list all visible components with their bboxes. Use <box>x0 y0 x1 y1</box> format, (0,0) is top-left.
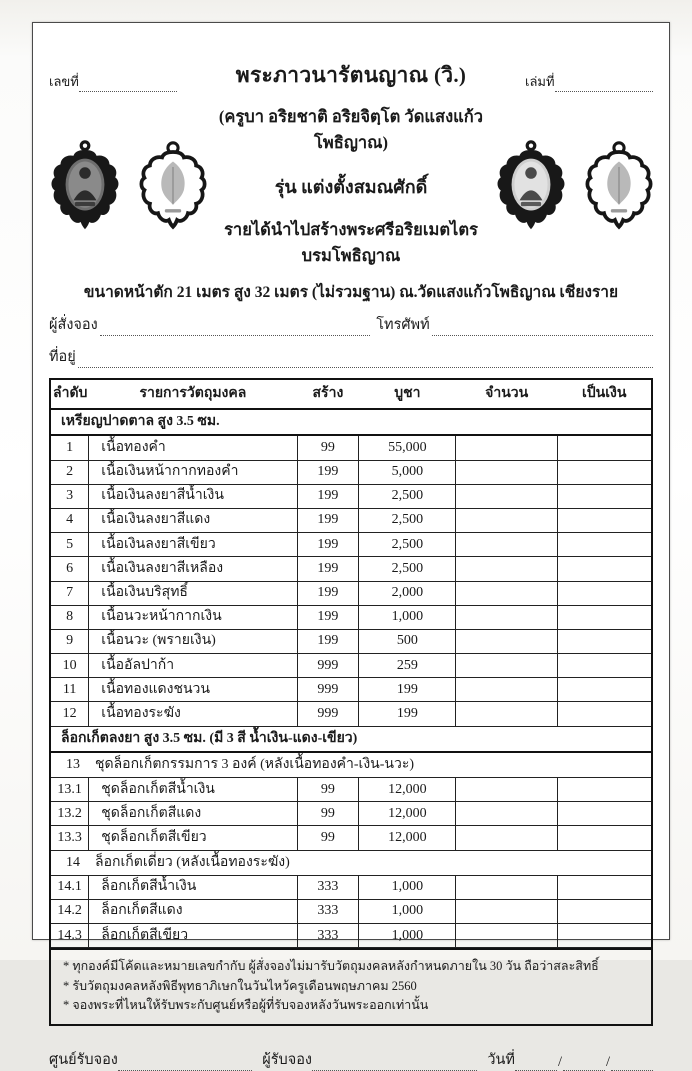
group-row <box>51 850 651 875</box>
amount-cell <box>557 702 651 726</box>
header-middle <box>49 96 653 269</box>
price-value: 5,000 <box>359 460 456 484</box>
made-qty: 333 <box>297 875 359 899</box>
price-value: 500 <box>359 629 456 653</box>
price-value: 1,000 <box>359 924 456 948</box>
page-title: พระภาวนารัตนญาณ (วิ.) <box>235 63 467 87</box>
row-no: 11 <box>51 678 89 702</box>
price-value: 2,000 <box>359 581 456 605</box>
table-row <box>51 605 651 629</box>
price-value: 1,000 <box>359 899 456 923</box>
price-value: 2,500 <box>359 508 456 532</box>
row-no: 13.3 <box>51 826 89 850</box>
row-no: 5 <box>51 533 89 557</box>
amulet-front-monk-icon <box>49 138 121 234</box>
qty-cell <box>456 802 557 826</box>
amount-cell <box>557 557 651 581</box>
col-header-amount: เป็นเงิน <box>557 380 651 409</box>
made-qty: 199 <box>297 557 359 581</box>
amount-cell <box>557 654 651 678</box>
qty-cell <box>456 508 557 532</box>
group-title: ล็อกเก็ตเดี่ยว (หลังเนื้อทองระฆัง) <box>95 854 290 870</box>
section-title: เหรียญปาดตาล สูง 3.5 ซม. <box>51 409 651 435</box>
table-row <box>51 460 651 484</box>
doc-number-field <box>49 71 177 92</box>
item-name: เนื้อนวะ (พรายเงิน) <box>89 629 297 653</box>
book-number-field <box>525 71 653 92</box>
qty-cell <box>456 557 557 581</box>
qty-cell <box>456 629 557 653</box>
row-no: 4 <box>51 508 89 532</box>
amount-cell <box>557 484 651 508</box>
address-label: ที่อยู่ <box>49 349 76 365</box>
date-separator: / <box>557 1054 562 1071</box>
table-header-row <box>51 380 651 409</box>
qty-cell <box>456 899 557 923</box>
qty-cell <box>456 581 557 605</box>
amount-cell <box>557 605 651 629</box>
group-row <box>51 752 651 778</box>
price-value: 1,000 <box>359 875 456 899</box>
section-header-row <box>51 726 651 752</box>
price-value: 259 <box>359 654 456 678</box>
amount-cell <box>557 778 651 802</box>
table-row <box>51 702 651 726</box>
order-form-page <box>32 22 670 1071</box>
amount-cell <box>557 802 651 826</box>
date-day-blank <box>515 1056 557 1071</box>
qty-cell <box>456 460 557 484</box>
table-row <box>51 802 651 826</box>
date-year-blank <box>611 1056 653 1071</box>
qty-cell <box>456 654 557 678</box>
amount-cell <box>557 899 651 923</box>
item-name: เนื้อเงินหน้ากากทองคำ <box>89 460 297 484</box>
made-qty: 199 <box>297 605 359 629</box>
made-qty: 199 <box>297 533 359 557</box>
buddha-dimensions-line: ขนาดหน้าตัก 21 เมตร สูง 32 เมตร (ไม่รวมฐาน) ณ.วัดแสงแก้วโพธิญาณ เชียงราย <box>83 284 619 301</box>
footnote: * ทุกองค์มีโค้ดและหมายเลขกำกับ ผู้สั่งจองไม่มารับวัตถุมงคลหลังกำหนดภายใน 30 วัน ถือว่าสละสิทธิ์ <box>63 959 599 974</box>
item-name: ล็อกเก็ตสีเขียว <box>89 924 297 948</box>
item-name: ล็อกเก็ตสีแดง <box>89 899 297 923</box>
receiver-blank <box>312 1056 477 1071</box>
amulet-pair-right <box>495 96 653 269</box>
header-titles <box>207 96 495 269</box>
amount-cell <box>557 533 651 557</box>
made-qty: 99 <box>297 826 359 850</box>
footnote: * จองพระที่ไหนให้รับพระกับศูนย์หรือผู้ที่รับจองหลังวันพระออกเท่านั้น <box>63 998 429 1013</box>
amulet-front-monk-icon <box>495 138 567 234</box>
reservation-center-blank <box>118 1056 252 1071</box>
row-no: 6 <box>51 557 89 581</box>
amount-cell <box>557 875 651 899</box>
made-qty: 333 <box>297 899 359 923</box>
reservation-center-label: ศูนย์รับจอง <box>49 1052 118 1069</box>
section-header-row <box>51 409 651 435</box>
orderer-blank <box>100 321 371 336</box>
qty-cell <box>456 678 557 702</box>
table-row <box>51 778 651 802</box>
made-qty: 199 <box>297 629 359 653</box>
amount-cell <box>557 924 651 948</box>
date-label: วันที่ <box>487 1052 515 1069</box>
qty-cell <box>456 826 557 850</box>
table-row <box>51 924 651 948</box>
date-month-blank <box>563 1056 605 1071</box>
date-separator: / <box>605 1054 610 1071</box>
orderer-phone-row <box>49 313 653 336</box>
made-qty: 99 <box>297 778 359 802</box>
phone-label: โทรศัพท์ <box>376 317 430 333</box>
qty-cell <box>456 875 557 899</box>
price-value: 199 <box>359 702 456 726</box>
table-row <box>51 435 651 460</box>
made-qty: 199 <box>297 484 359 508</box>
item-name: เนื้อทองแดงชนวน <box>89 678 297 702</box>
row-no: 1 <box>51 435 89 460</box>
qty-cell <box>456 605 557 629</box>
qty-cell <box>456 702 557 726</box>
orderer-label: ผู้สั่งจอง <box>49 317 98 333</box>
col-header-qty: จำนวน <box>456 380 557 409</box>
doc-number-label: เลขที่ <box>49 74 79 89</box>
table-row <box>51 826 651 850</box>
item-name: ชุดล็อกเก็ตสีน้ำเงิน <box>89 778 297 802</box>
qty-cell <box>456 778 557 802</box>
table-row <box>51 581 651 605</box>
made-qty: 199 <box>297 581 359 605</box>
item-name: เนื้อทองระฆัง <box>89 702 297 726</box>
made-qty: 199 <box>297 460 359 484</box>
row-no: 3 <box>51 484 89 508</box>
item-name: เนื้อเงินลงยาสีเขียว <box>89 533 297 557</box>
qty-cell <box>456 533 557 557</box>
order-table-box <box>49 378 653 1026</box>
qty-cell <box>456 924 557 948</box>
amount-cell <box>557 460 651 484</box>
price-value: 2,500 <box>359 533 456 557</box>
row-no: 13 <box>66 756 80 772</box>
table-row <box>51 557 651 581</box>
price-value: 2,500 <box>359 557 456 581</box>
table-row <box>51 899 651 923</box>
item-name: เนื้อเงินลงยาสีน้ำเงิน <box>89 484 297 508</box>
qty-cell <box>456 435 557 460</box>
made-qty: 999 <box>297 654 359 678</box>
row-no: 8 <box>51 605 89 629</box>
address-row <box>49 345 653 368</box>
amulet-pair-left <box>49 96 207 269</box>
qty-cell <box>456 484 557 508</box>
row-no: 2 <box>51 460 89 484</box>
purpose-line: รายได้นำไปสร้างพระศรีอริยเมตไตรบรมโพธิญาณ <box>224 220 478 265</box>
price-value: 199 <box>359 678 456 702</box>
item-name: ชุดล็อกเก็ตสีแดง <box>89 802 297 826</box>
item-name: เนื้อทองคำ <box>89 435 297 460</box>
table-row <box>51 484 651 508</box>
made-qty: 333 <box>297 924 359 948</box>
row-no: 13.1 <box>51 778 89 802</box>
order-table-body <box>51 380 651 948</box>
amount-cell <box>557 581 651 605</box>
col-header-price: บูชา <box>359 380 456 409</box>
amount-cell <box>557 629 651 653</box>
row-no: 13.2 <box>51 802 89 826</box>
order-table <box>51 380 651 948</box>
row-no: 9 <box>51 629 89 653</box>
table-row <box>51 629 651 653</box>
item-name: เนื้อเงินลงยาสีแดง <box>89 508 297 532</box>
amulet-back-leaf-icon <box>139 140 207 232</box>
made-qty: 99 <box>297 435 359 460</box>
made-qty: 199 <box>297 508 359 532</box>
price-value: 12,000 <box>359 802 456 826</box>
price-value: 2,500 <box>359 484 456 508</box>
group-title: ชุดล็อกเก็ตกรรมการ 3 องค์ (หลังเนื้อทองคำ-เงิน-นวะ) <box>95 756 415 772</box>
item-name: เนื้อเงินลงยาสีเหลือง <box>89 557 297 581</box>
price-value: 1,000 <box>359 605 456 629</box>
footnote: * รับวัตถุมงคลหลังพิธีพุทธาภิเษกในวันไหว้ครูเดือนพฤษภาคม 2560 <box>63 978 417 993</box>
amount-cell <box>557 826 651 850</box>
book-number-blank <box>555 78 653 92</box>
receiver-label: ผู้รับจอง <box>262 1052 312 1069</box>
item-name: ชุดล็อกเก็ตสีเขียว <box>89 826 297 850</box>
price-value: 12,000 <box>359 778 456 802</box>
phone-blank <box>432 321 653 336</box>
row-no: 14.1 <box>51 875 89 899</box>
col-header-no: ลำดับ <box>51 380 89 409</box>
item-name: เนื้ออัลปาก้า <box>89 654 297 678</box>
row-no: 14.2 <box>51 899 89 923</box>
table-row <box>51 508 651 532</box>
row-no: 14 <box>66 854 80 870</box>
price-value: 12,000 <box>359 826 456 850</box>
table-row <box>51 533 651 557</box>
item-name: เนื้อนวะหน้ากากเงิน <box>89 605 297 629</box>
footer-signature-row <box>49 1048 653 1071</box>
header-top-row <box>49 59 653 92</box>
made-qty: 99 <box>297 802 359 826</box>
address-blank <box>78 353 653 368</box>
made-qty: 999 <box>297 702 359 726</box>
table-row <box>51 678 651 702</box>
item-name: เนื้อเงินบริสุทธิ์ <box>89 581 297 605</box>
col-header-made: สร้าง <box>297 380 359 409</box>
amount-cell <box>557 508 651 532</box>
subtitle-line: (ครูบา อริยชาติ อริยจิตฺโต วัดแสงแก้วโพธิญาณ) <box>218 107 484 152</box>
amount-cell <box>557 678 651 702</box>
table-row <box>51 654 651 678</box>
row-no: 12 <box>51 702 89 726</box>
item-name: ล็อกเก็ตสีน้ำเงิน <box>89 875 297 899</box>
doc-number-blank <box>79 78 177 92</box>
amulet-back-leaf-icon <box>585 140 653 232</box>
table-row <box>51 875 651 899</box>
row-no: 7 <box>51 581 89 605</box>
col-header-item: รายการวัตถุมงคล <box>89 380 297 409</box>
row-no: 14.3 <box>51 924 89 948</box>
made-qty: 999 <box>297 678 359 702</box>
row-no: 10 <box>51 654 89 678</box>
amount-cell <box>557 435 651 460</box>
edition-line: รุ่น แต่งตั้งสมณศักดิ์ <box>274 177 428 197</box>
section-title: ล็อกเก็ตลงยา สูง 3.5 ซม. (มี 3 สี น้ำเงิน-แดง-เขียว) <box>51 726 651 752</box>
book-number-label: เล่มที่ <box>525 74 555 89</box>
price-value: 55,000 <box>359 435 456 460</box>
